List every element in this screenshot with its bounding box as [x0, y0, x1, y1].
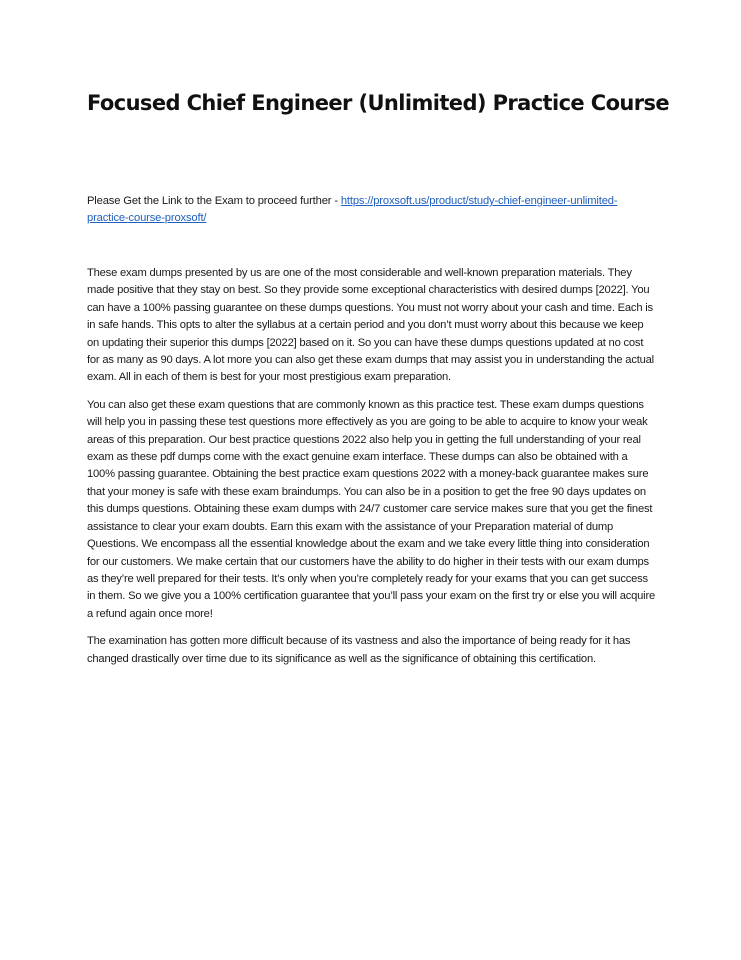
body-paragraph-2: You can also get these exam questions that are commonly known as this practice test. These exam dumps questions will help you in passing these test questions more effectively as you are going to be able to acquire to know your weak areas of this preparation. Our best practice questions 2022 also help you in getting the full understanding of your real exam as these pdf dumps come with the exact genuine exam interface. These dumps can also be obtained with a 100% passing guarantee. Obtaining the best practice exam questions 2022 with a money-back guarantee makes sure that your money is safe with these exam braindumps. You can also be in a position to get the free 90 days updates on this dumps questions. Obtaining these exam dumps with 24/7 customer care service makes sure that you get the finest assistance to clear your exam doubts. Earn this exam with the assistance of your Preparation material of dump Questions. We encompass all the essential knowledge about the exam and we take every little thing into consideration for our customers. We make certain that our customers have the ability to do higher in their tests with our exam dumps as they’re well prepared for their tests. It’s only when you’re completely ready for your exams that you can get success in them. So we give you a 100% certification guarantee that you’ll pass your exam on the first try or else you will acquire a refund again once more! — [87, 398, 656, 620]
document-title: Focused Chief Engineer (Unlimited) Practice Course — [87, 91, 670, 115]
exam-link[interactable]: https://proxsoft.us/product/study-chief-engineer-unlimited-practice-course-proxsoft/ — [87, 195, 618, 225]
body-text — [87, 265, 655, 678]
body-paragraph-3: The examination has gotten more difficult because of its vastness and also the importance of being ready for it has changed drastically over time due to its significance as well as the significance of obtaining this certification. — [87, 635, 631, 665]
exam-link-paragraph — [87, 193, 657, 228]
body-paragraph-1: These exam dumps presented by us are one of the most considerable and well-known preparation materials. They made positive that they stay on best. So they provide some exceptional characteristics with desired dumps [2022]. You can have a 100% passing guarantee on these dumps questions. You must not worry about your cash and time. Each is in safe hands. This opts to alter the syllabus at a certain period and you don’t must worry about this because we keep on updating their superior this dumps [2022] based on it. So you can have these dumps questions updated at no cost for as many as 90 days. A lot more you can also get these exam dumps that may assist you in understanding the actual exam. All in each of them is best for your most prestigious exam preparation. — [87, 267, 654, 384]
link-intro-text: Please Get the Link to the Exam to proceed further - — [87, 195, 341, 207]
